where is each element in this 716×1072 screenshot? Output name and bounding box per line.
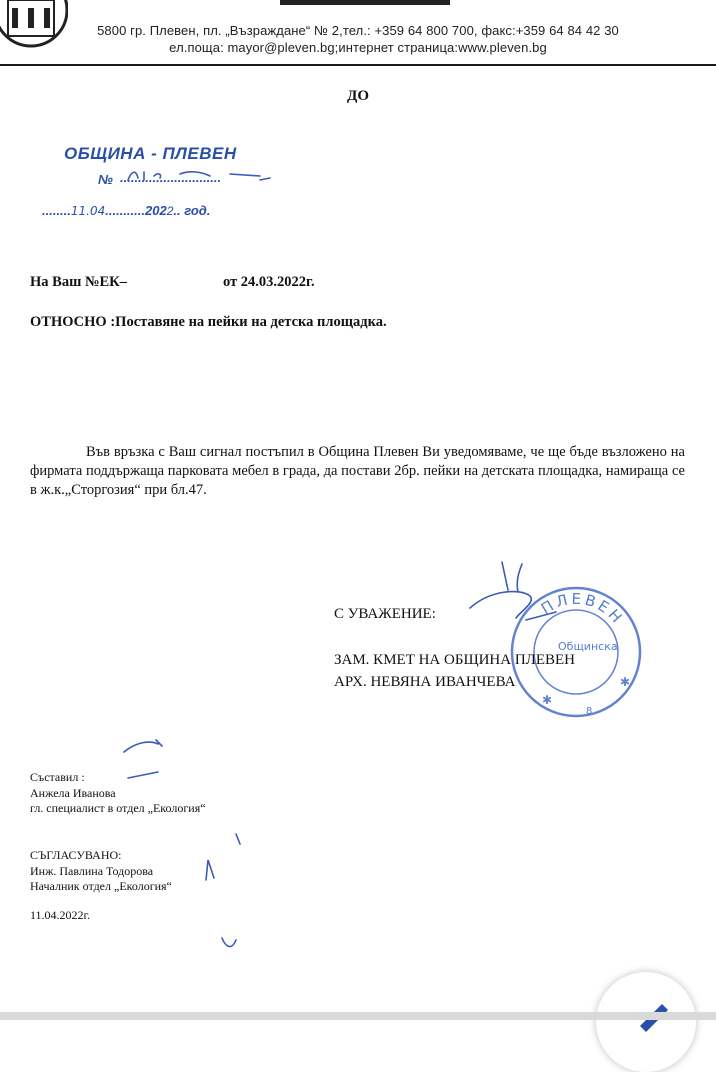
letter-subject: ОТНОСНО :Поставяне на пейки на детска площадка. — [30, 314, 387, 330]
round-stamp-inner-text: Общинска — [558, 640, 618, 653]
compiled-by-position: гл. специалист в отдел „Екология“ — [30, 801, 206, 815]
registration-date-dots3: .. — [173, 203, 185, 218]
round-stamp-number: 8 — [586, 706, 593, 717]
round-stamp-outer-text: ПЛЕВЕН — [537, 589, 628, 629]
edit-button[interactable] — [596, 972, 696, 1072]
compiled-by-name: Анжела Иванова — [30, 785, 116, 800]
issue-date: 11.04.2022г. — [30, 908, 91, 922]
registration-date-label: 202 — [145, 203, 167, 218]
registration-handwritten-date: 11.04 — [70, 204, 106, 218]
compiler-initials-scribble — [100, 738, 180, 786]
agreed-block — [30, 848, 172, 895]
compiled-by-label: Съставил : — [30, 770, 85, 784]
registration-handwritten-year: 2 — [166, 204, 174, 218]
registration-date-dots2: ........... — [105, 203, 145, 218]
reference-prefix: На Ваш №ЕК– — [30, 274, 127, 290]
bottom-strip — [0, 1012, 716, 1020]
svg-text:✱: ✱ — [542, 693, 553, 707]
agreed-position: Началник отдел „Екология“ — [30, 879, 172, 893]
registration-date-row — [42, 203, 210, 218]
registration-number-dots: ............................ — [120, 170, 222, 185]
closing-regards: С УВАЖЕНИЕ: — [334, 606, 436, 622]
header-divider — [0, 64, 716, 66]
registration-number-label: № — [98, 172, 113, 187]
approver-initials-scribble — [196, 830, 256, 960]
header-address: 5800 гр. Плевен, пл. „Възраждане“ № 2,тел.: +359 64 800 700, факс:+359 64 84 42 30 — [97, 23, 619, 38]
header-top-strip — [280, 0, 450, 5]
reference-number-redacted — [127, 276, 223, 286]
signatory-position: ЗАМ. КМЕТ НА ОБЩИНА ПЛЕВЕН — [334, 652, 576, 668]
svg-text:✱: ✱ — [620, 675, 631, 689]
addressee-label: ДО — [347, 88, 369, 104]
agreed-label: СЪГЛАСУВАНО: — [30, 848, 122, 862]
signature-scribble — [460, 560, 570, 630]
signatory-name: АРХ. НЕВЯНА ИВАНЧЕВА — [334, 674, 516, 690]
header-contacts: ел.поща: mayor@pleven.bg;интернет страница:www.pleven.bg — [169, 40, 547, 55]
reference-date: от 24.03.2022г. — [222, 274, 315, 290]
letter-body: Във връзка с Ваш сигнал постъпил в Община Плевен Ви уведомяваме, че ще бъде възложено на фирмата поддържаща парковата мебел в града, да постави 2бр. пейки на детската площадка, намираща се в ж.к.„Сторгозия“ при бл.47. — [30, 444, 685, 498]
agreed-name: Инж. Павлина Тодорова — [30, 863, 154, 878]
registration-year-suffix: год. — [184, 203, 211, 218]
registration-date-dots: ........ — [42, 203, 71, 218]
reference-line — [30, 274, 315, 291]
handwritten-registration-number — [110, 164, 280, 188]
registration-stamp-title: ОБЩИНА - ПЛЕВЕН — [64, 144, 237, 163]
